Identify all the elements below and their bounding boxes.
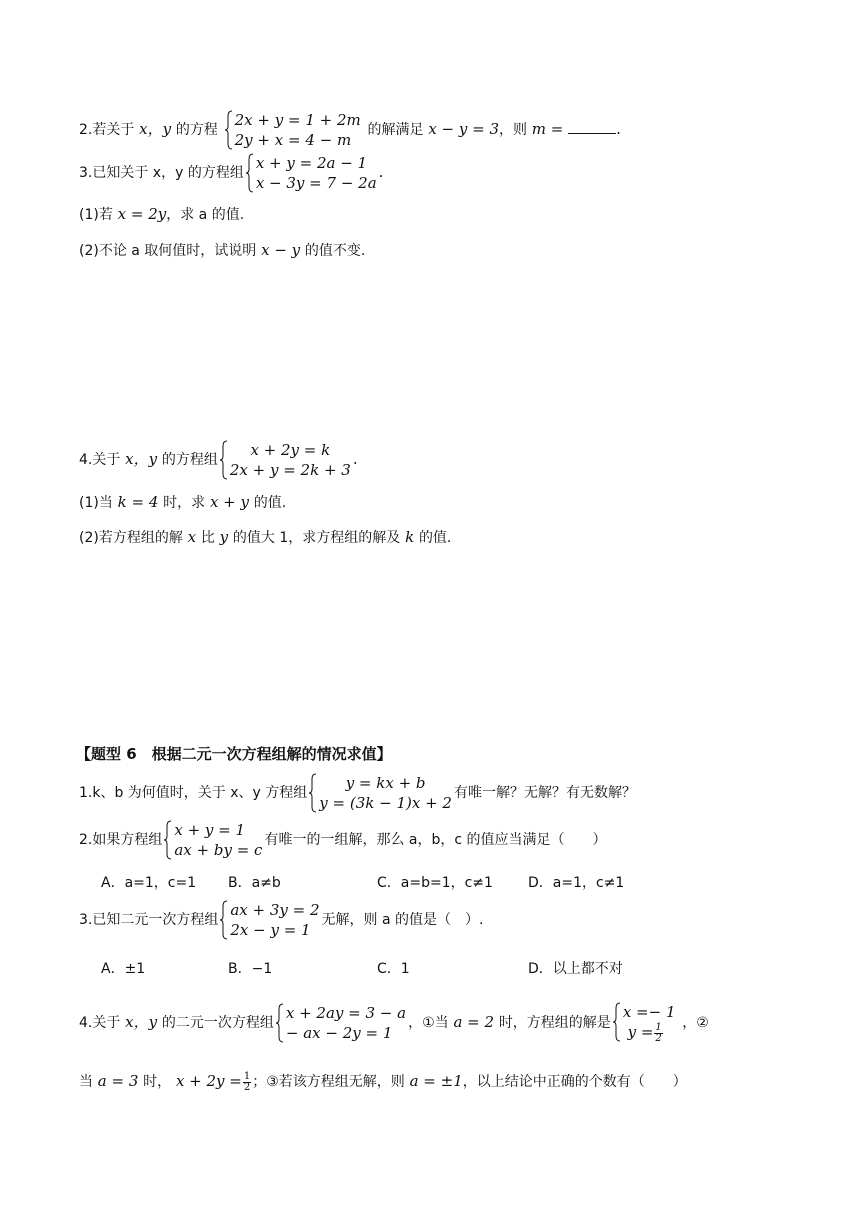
answer-blank[interactable] [568,119,616,134]
q2-end: . [616,120,621,138]
numerator: 1 [243,1070,251,1082]
equation-system [246,153,377,193]
equation-system [220,900,319,940]
question-4-part-2 [79,527,451,548]
equation-1: ax + 3y = 2 [230,901,320,919]
section-question-4-line-2 [79,1071,687,1093]
option-b[interactable]: B．a≠b [228,875,281,891]
question-3-part-2 [79,240,365,261]
equation-1: y = kx + b [345,774,426,792]
s4-l2m: a = 3 [97,1072,139,1090]
equation-2: − ax − 2y = 1 [285,1023,393,1042]
brace-icon [225,110,233,150]
equation-2: 2y + x = 4 − m [234,131,352,149]
option-d[interactable]: D．a=1，c≠1 [528,875,625,891]
q4-p2b: 比 [200,530,215,546]
option-d[interactable]: D．以上都不对 [528,961,623,977]
brace-icon [613,1002,621,1042]
equation-1: 2x + y = 1 + 2m [234,111,361,129]
brace-icon [309,773,317,813]
s4-vars: x，y [125,1012,158,1031]
q2-after: 的解满足 [367,122,424,138]
equation-system [276,1003,406,1043]
question-3-system [79,153,383,193]
q4-p1m: k = 4 [117,493,159,511]
equation-system [164,820,262,860]
option-b[interactable]: B．−1 [228,961,273,977]
s4-c1m: a = 2 [453,1012,495,1031]
numerator: 1 [655,1021,662,1033]
question-4-system [79,440,358,480]
q4-vars: x，y [125,450,158,468]
option-c[interactable]: C．1 [377,961,410,977]
q4-p2x: x [187,528,197,546]
denominator: 2 [243,1081,251,1093]
section-question-2 [79,820,607,860]
q4-p1a: (1)当 [79,495,113,511]
s4-c2: ，② [682,1014,709,1031]
question-3-part-1 [79,204,244,225]
section-question-1 [79,773,636,813]
q3-p2a: (2)不论 a 取何值时，试说明 [79,243,257,259]
question-2-system [79,110,621,150]
s4-l2m3: a = ±1 [409,1072,463,1090]
s3-prefix: 3.已知二元一次方程组 [79,912,219,928]
option-c[interactable]: C．a=b=1，c≠1 [377,875,493,891]
equation-1: x + y = 2a − 1 [255,154,368,172]
question-4-part-1 [79,492,286,513]
equation-system [220,440,351,480]
fraction-half [654,1023,662,1044]
q2-vars: x，y [139,120,172,138]
q4-p1b: 时，求 [163,495,206,511]
s4-l2b: 时， [143,1074,172,1090]
q2-then: ，则 [499,122,527,138]
q4-p1m2: x + y [209,493,249,511]
q3-p1a: (1)若 [79,207,113,223]
s2-after: 有唯一的一组解，那么 a，b，c 的值应当满足（ ） [264,832,607,848]
option-a[interactable]: A．±1 [101,961,146,977]
brace-icon [276,1003,284,1043]
s4-prefix: 4.关于 [79,1014,121,1031]
equation-system [225,110,361,150]
q3-p1m: x = 2y [117,205,167,223]
q3-end: . [378,163,384,181]
section-question-4 [79,1002,709,1044]
q3-p2b: 的值不变. [304,243,366,259]
solution-system [613,1002,676,1044]
s4-l2a: 当 [79,1074,93,1090]
equation-2: ax + by = c [174,841,263,859]
s1-after: 有唯一解？无解？有无数解？ [453,785,636,801]
option-a[interactable]: A．a=1，c=1 [101,875,197,891]
q3-prefix: 3.已知关于 x，y 的方程组 [79,165,244,181]
q4-end: . [352,450,358,468]
equation-system [309,773,452,813]
equation-2: 2x − y = 1 [230,921,311,939]
equation-1: x + 2ay = 3 − a [285,1003,407,1022]
q4-p2d: 的值. [418,530,452,546]
q2-mid: 的方程 [175,122,218,138]
brace-icon [246,153,254,193]
q2-m: m = [531,120,564,138]
s4-l2c: ；③若该方程组无解，则 [252,1074,405,1090]
equation-2: y = (3k − 1)x + 2 [319,794,452,812]
section-question-3 [79,900,483,940]
q4-p2y: y [219,528,229,546]
equation-1: x + 2y = k [250,441,331,459]
equation-2: x − 3y = 7 − 2a [255,174,377,192]
brace-icon [220,900,228,940]
q2-condition: x − y = 3 [428,120,499,138]
q4-p2a: (2)若方程组的解 [79,530,183,546]
s4-mid: 的二元一次方程组 [161,1014,274,1031]
section-heading: 【题型 6 根据二元一次方程组解的情况求值】 [76,745,392,763]
q3-p1b: ，求 a 的值. [166,207,245,223]
q2-prefix: 2.若关于 [79,122,135,138]
q4-p1c: 的值. [253,495,287,511]
s4-l2d: ，以上结论中正确的个数有（ ） [462,1074,687,1090]
q4-prefix: 4.关于 [79,452,121,468]
fraction-half [243,1072,251,1093]
q4-p2c: 的值大 1，求方程组的解及 [232,530,401,546]
s3-after: 无解，则 a 的值是（ ）. [321,912,484,928]
s4-l2m2: x + 2y = [175,1072,242,1090]
equation-1: x + y = 1 [174,821,246,839]
solution-y-label: y = [627,1023,654,1041]
s1-prefix: 1.k、b 为何值时，关于 x、y 方程组 [79,785,308,801]
q4-mid: 的方程组 [161,452,218,468]
solution-y [623,1022,676,1044]
brace-icon [164,820,172,860]
solution-x: x =− 1 [622,1003,676,1021]
s4-c1: ，①当 [408,1014,449,1031]
q4-p2k: k [405,528,415,546]
equation-2: 2x + y = 2k + 3 [229,461,351,479]
s4-c1b: 时，方程组的解是 [498,1014,611,1031]
s2-prefix: 2.如果方程组 [79,832,163,848]
brace-icon [220,440,228,480]
q3-p2m: x − y [261,241,301,259]
denominator: 2 [655,1032,662,1044]
